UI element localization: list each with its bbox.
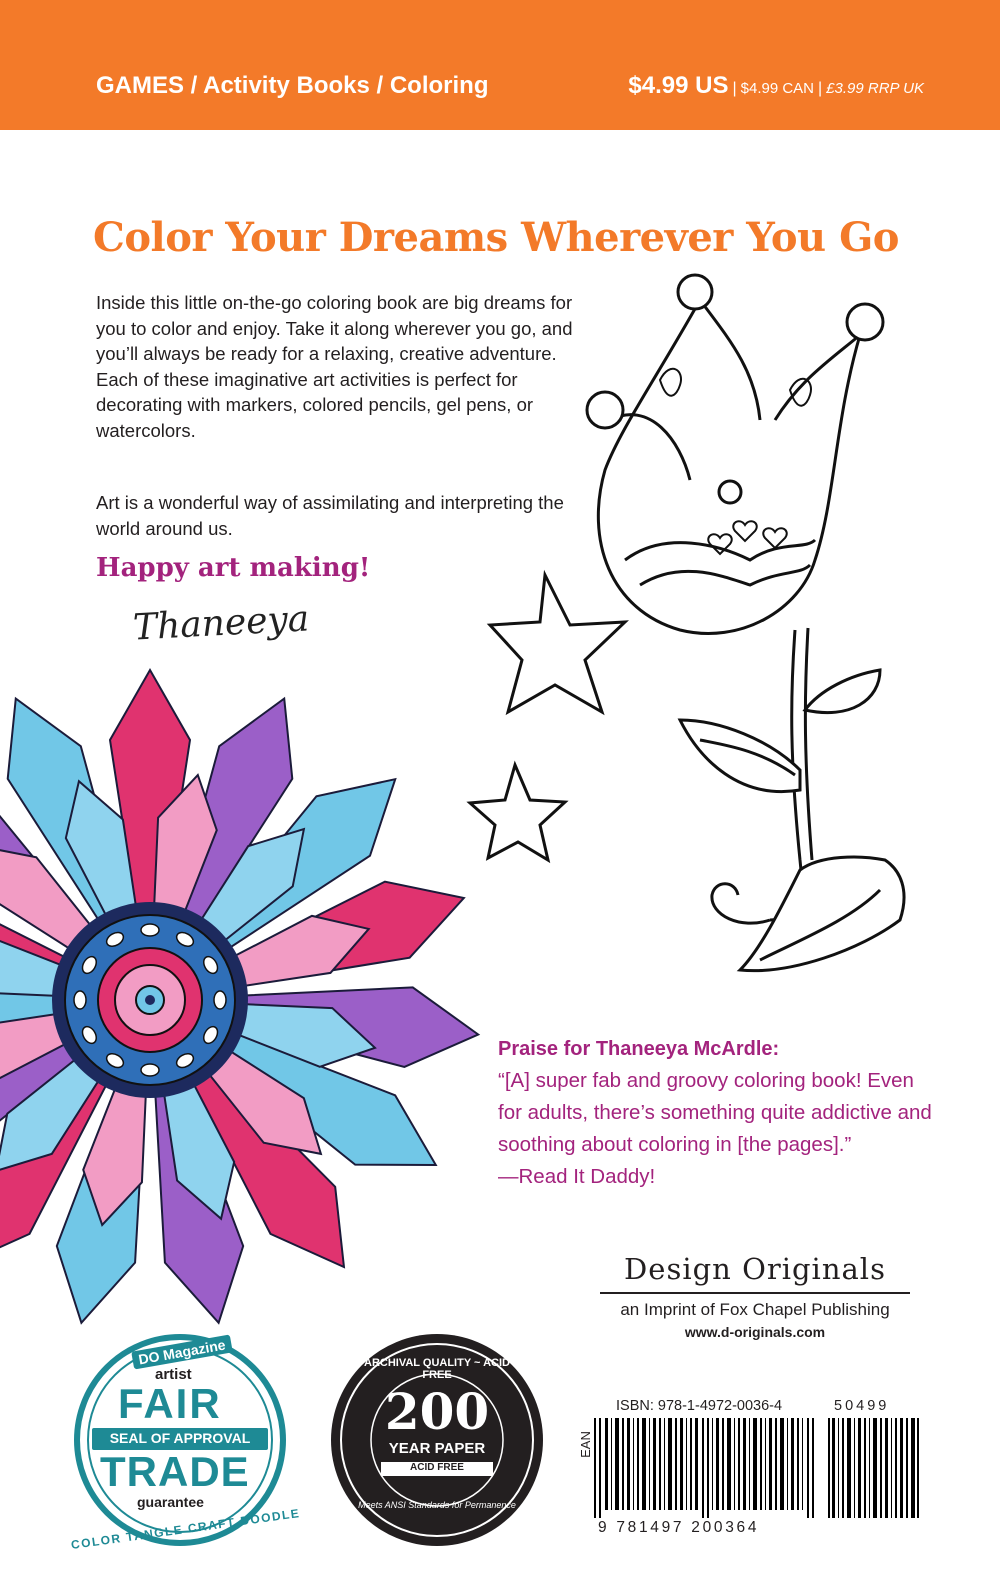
mandala-flower (0, 670, 482, 1331)
archival-acid: ACID FREE (410, 1462, 464, 1473)
fair-trade-band: SEAL OF APPROVAL (109, 1430, 251, 1446)
fair-trade-artist: artist (155, 1366, 192, 1383)
price-can: $4.99 CAN (740, 80, 815, 97)
fair-trade-top: DO Magazine (131, 1334, 233, 1369)
praise-quote: “[A] super fab and groovy coloring book! Even for adults, there’s something quite addictive and soothing about coloring in [the pages].” (498, 1069, 932, 1156)
publisher-block (600, 1252, 910, 1340)
publisher-name: Design Originals (624, 1252, 886, 1286)
archival-top: ARCHIVAL QUALITY ~ ACID FREE (364, 1357, 510, 1381)
barcode-number: 9 781497 200364 (598, 1519, 760, 1536)
star-large (490, 575, 625, 712)
praise-attribution: —Read It Daddy! (498, 1165, 656, 1188)
tulip-illustration (587, 275, 904, 971)
price-us: $4.99 US (628, 72, 729, 99)
publisher-divider (600, 1292, 910, 1294)
price-separator: | (818, 80, 823, 97)
barcode-addon (828, 1418, 920, 1518)
fair-trade-fair: FAIR (118, 1380, 222, 1427)
ean-label: EAN (577, 1431, 593, 1458)
fair-trade-trade: TRADE (100, 1448, 250, 1495)
closing-line: Happy art making! (96, 553, 371, 583)
publisher-url: www.d-originals.com (684, 1324, 826, 1340)
fair-trade-bottom: COLOR TANGLE CRAFT DOODLE (70, 1505, 302, 1553)
isbn-label: ISBN: 978-1-4972-0036-4 (616, 1398, 783, 1414)
category-label: GAMES / Activity Books / Coloring (96, 72, 489, 99)
praise-title: Praise for Thaneeya McArdle: (498, 1038, 780, 1060)
price-code: 50499 (834, 1398, 890, 1414)
description-paragraph: Inside this little on-the-go coloring book are big dreams for you to color and enjoy. Take it along wherever you go, and you’ll always be ready for a relaxing, creative adventure. Each of these imaginative art activities is perfect for decorating with markers, colored pencils, gel pens, or watercolors. (96, 292, 573, 441)
archival-bottom: Meets ANSI Standards for Permanence (358, 1500, 516, 1510)
price-uk: £3.99 RRP UK (826, 80, 924, 97)
archival-number: 200 (384, 1382, 490, 1441)
headline: Color Your Dreams Wherever You Go (93, 214, 899, 261)
star-small (470, 765, 565, 860)
publisher-imprint: an Imprint of Fox Chapel Publishing (620, 1300, 890, 1319)
archival-year: YEAR PAPER (388, 1440, 486, 1457)
fair-trade-guarantee: guarantee (137, 1494, 204, 1510)
signature: Thaneeya (132, 598, 311, 649)
price-separator: | (732, 80, 737, 97)
barcode-main (594, 1418, 819, 1518)
art-paragraph: Art is a wonderful way of assimilating and interpreting the world around us. (96, 492, 564, 539)
praise-block (498, 1038, 938, 1193)
